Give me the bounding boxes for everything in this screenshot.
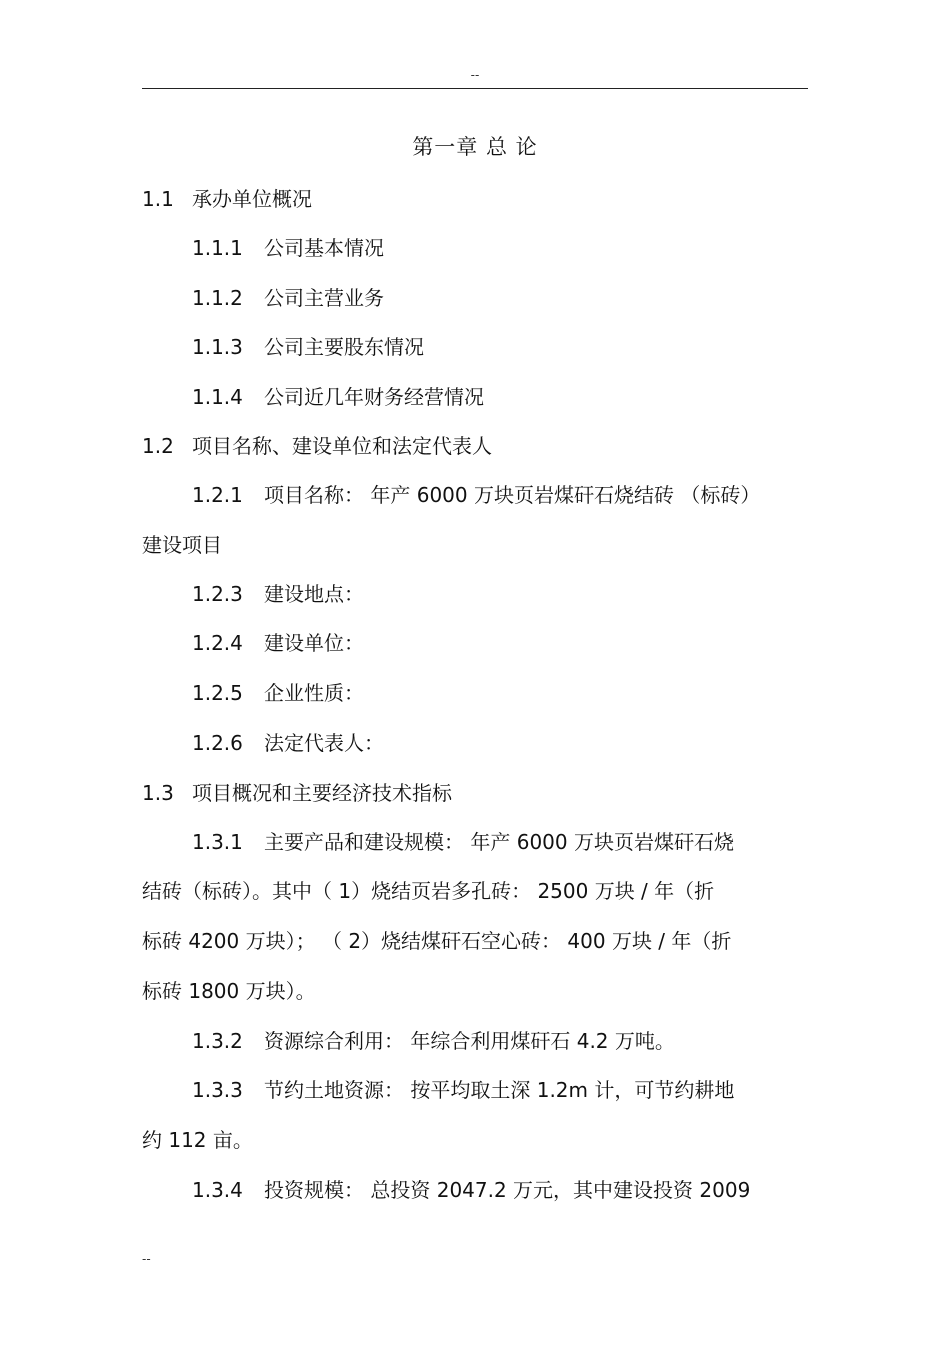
section-heading: 承办单位概况 (192, 187, 312, 211)
section-1-1-4 (192, 384, 484, 410)
section-1-3 (142, 780, 452, 806)
section-1-3-4 (192, 1177, 750, 1203)
section-number: 1.1.3 (192, 335, 243, 359)
section-number: 1.2.5 (192, 681, 243, 705)
page-header-mark: -- (470, 68, 480, 82)
section-heading: 建设地点： (264, 582, 364, 606)
section-text: 资源综合利用： 年综合利用煤矸石 4.2 万吨。 (264, 1029, 675, 1053)
section-number: 1.1.4 (192, 385, 243, 409)
section-1-2-6 (192, 730, 384, 756)
section-number: 1.2.3 (192, 582, 243, 606)
section-heading: 项目名称、建设单位和法定代表人 (192, 434, 492, 458)
section-heading: 公司基本情况 (264, 236, 384, 260)
section-1-1 (142, 186, 312, 212)
section-1-1-1 (192, 235, 384, 261)
section-number: 1.3.2 (192, 1029, 243, 1053)
section-heading: 公司近几年财务经营情况 (264, 385, 484, 409)
section-number: 1.2.6 (192, 731, 243, 755)
header-rule (142, 88, 808, 89)
section-1-3-3 (192, 1077, 734, 1103)
section-1-2-1 (192, 482, 760, 508)
section-1-3-1-continuation-1: 结砖（标砖）。其中（ 1）烧结页岩多孔砖： 2500 万块 / 年（折 (142, 879, 715, 903)
section-1-2-5 (192, 680, 364, 706)
section-text: 投资规模： 总投资 2047.2 万元，其中建设投资 2009 (264, 1178, 751, 1202)
section-text: 项目名称： 年产 6000 万块页岩煤矸石烧结砖 （标砖） (264, 483, 761, 507)
section-number: 1.3.4 (192, 1178, 243, 1202)
section-number: 1.3 (142, 781, 174, 805)
section-1-3-1 (192, 829, 734, 855)
section-number: 1.3.1 (192, 830, 243, 854)
section-number: 1.2.4 (192, 631, 243, 655)
section-number: 1.3.3 (192, 1078, 243, 1102)
section-1-1-2 (192, 285, 384, 311)
section-number: 1.2 (142, 434, 174, 458)
section-number: 1.1.2 (192, 286, 243, 310)
section-heading: 法定代表人： (264, 731, 384, 755)
section-heading: 公司主要股东情况 (264, 335, 424, 359)
section-1-1-3 (192, 334, 424, 360)
section-number: 1.1 (142, 187, 174, 211)
section-1-2-4 (192, 630, 364, 656)
chapter-title: 第一章 总 论 (412, 135, 538, 159)
section-1-3-1-continuation-3: 标砖 1800 万块）。 (142, 979, 316, 1003)
section-number: 1.2.1 (192, 483, 243, 507)
section-heading: 建设单位： (264, 631, 364, 655)
section-1-3-1-continuation-2: 标砖 4200 万块）； （ 2）烧结煤矸石空心砖： 400 万块 / 年（折 (142, 929, 732, 953)
section-1-2-1-continuation: 建设项目 (142, 533, 222, 557)
section-1-3-2 (192, 1028, 675, 1054)
section-heading: 企业性质： (264, 681, 364, 705)
section-heading: 项目概况和主要经济技术指标 (192, 781, 452, 805)
section-number: 1.1.1 (192, 236, 243, 260)
section-1-2-3 (192, 581, 364, 607)
page-footer-mark: -- (142, 1252, 151, 1266)
section-heading: 公司主营业务 (264, 286, 384, 310)
section-1-3-3-continuation: 约 112 亩。 (142, 1128, 253, 1152)
section-text: 主要产品和建设规模： 年产 6000 万块页岩煤矸石烧 (264, 830, 734, 854)
section-1-2 (142, 433, 492, 459)
section-text: 节约土地资源： 按平均取土深 1.2m 计，可节约耕地 (264, 1078, 735, 1102)
